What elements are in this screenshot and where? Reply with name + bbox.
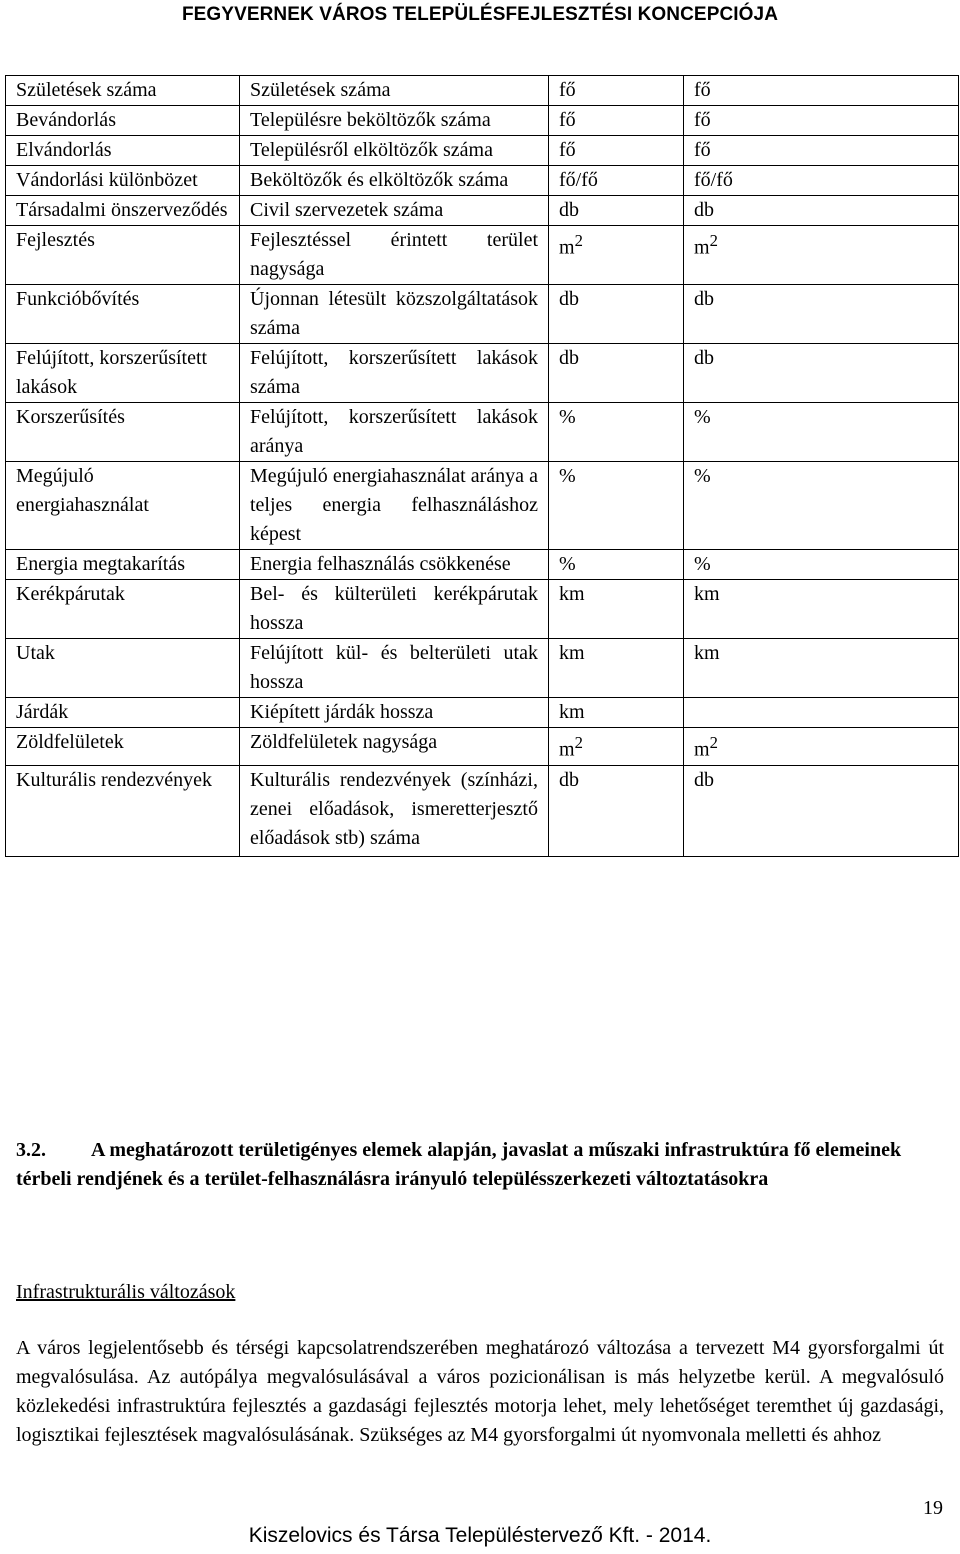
measure-cell: Felújított, korszerűsített lakások aránya xyxy=(240,403,549,462)
indicator-cell: Bevándorlás xyxy=(6,106,240,136)
indicator-cell: Járdák xyxy=(6,698,240,728)
indicator-cell: Funkcióbővítés xyxy=(6,285,240,344)
superscript-two: 2 xyxy=(709,231,718,250)
unit-cell: fő xyxy=(684,106,959,136)
unit-cell: % xyxy=(684,462,959,550)
unit-cell: db xyxy=(684,196,959,226)
unit-cell: % xyxy=(549,550,684,580)
unit-cell: db xyxy=(549,344,684,403)
unit-cell: fő/fő xyxy=(549,166,684,196)
unit-cell: km xyxy=(549,639,684,698)
section-heading xyxy=(16,1136,946,1194)
unit-cell: db xyxy=(684,285,959,344)
measure-cell: Beköltözők és elköltözők száma xyxy=(240,166,549,196)
table-row xyxy=(6,136,959,166)
unit-cell: $m^2$ xyxy=(684,728,959,766)
measure-cell: Kulturális rendezvények (színházi, zenei előadások, ismeretterjesztő előadások stb) száma xyxy=(240,765,549,856)
unit-cell: % xyxy=(549,462,684,550)
measure-cell: Újonnan létesült közszolgáltatások száma xyxy=(240,285,549,344)
unit-cell: fő xyxy=(549,76,684,106)
unit-cell: km xyxy=(549,580,684,639)
page-footer: Kiszelovics és Társa Településtervező Kft. - 2014. xyxy=(248,1524,712,1547)
table-row xyxy=(6,580,959,639)
superscript-two: 2 xyxy=(574,733,583,752)
section-number: 3.2. xyxy=(16,1139,46,1161)
unit-cell: fő xyxy=(684,136,959,166)
body-paragraph: A város legjelentősebb és térségi kapcsolatrendszerében meghatározó változása a tervezett M4 gyorsforgalmi út megvalósulása. Az autópálya megvalósulásával a város pozicionálisan is más helyzetbe kerül. A megvalósuló közlekedési infrastruktúra fejlesztés a gazdasági fejlesztés motorja lehet, mely lehetőséget teremthet új gazdasági, logisztikai fejlesztések magvalósulásának. Szükséges az M4 gyorsforgalmi út nyomvonala melletti és ahhoz xyxy=(16,1337,944,1446)
table-row xyxy=(6,765,959,856)
unit-cell xyxy=(684,698,959,728)
table-row xyxy=(6,76,959,106)
superscript-two: 2 xyxy=(709,733,718,752)
subheading: Infrastrukturális változások xyxy=(16,1281,236,1303)
unit-cell: km xyxy=(684,580,959,639)
table-row xyxy=(6,196,959,226)
table-row xyxy=(6,639,959,698)
unit-cell: fő xyxy=(684,76,959,106)
measure-cell: Kiépített járdák hossza xyxy=(240,698,549,728)
measure-cell: Felújított kül- és belterületi utak hossza xyxy=(240,639,549,698)
unit-cell: fő xyxy=(549,136,684,166)
unit-cell: db xyxy=(684,344,959,403)
measure-cell: Zöldfelületek nagysága xyxy=(240,728,549,766)
measure-cell: Településről elköltözők száma xyxy=(240,136,549,166)
table-row xyxy=(6,166,959,196)
unit-cell: km xyxy=(684,639,959,698)
unit-cell: db xyxy=(549,196,684,226)
indicator-cell: Energia megtakarítás xyxy=(6,550,240,580)
table-row xyxy=(6,462,959,550)
measure-cell: Születések száma xyxy=(240,76,549,106)
unit-cell: $m^2$ xyxy=(684,226,959,285)
unit-cell: db xyxy=(549,765,684,856)
indicator-cell: Megújuló energiahasználat xyxy=(6,462,240,550)
measure-cell: Energia felhasználás csökkenése xyxy=(240,550,549,580)
unit-cell: fő xyxy=(549,106,684,136)
table-row xyxy=(6,698,959,728)
indicator-cell: Korszerűsítés xyxy=(6,403,240,462)
unit-cell: db xyxy=(549,285,684,344)
unit-cell: % xyxy=(684,403,959,462)
indicator-cell: Vándorlási különbözet xyxy=(6,166,240,196)
table-row xyxy=(6,285,959,344)
measure-cell: Felújított, korszerűsített lakások száma xyxy=(240,344,549,403)
document-header: FEGYVERNEK VÁROS TELEPÜLÉSFEJLESZTÉSI KONCEPCIÓJA xyxy=(181,4,779,25)
indicator-cell: Születések száma xyxy=(6,76,240,106)
measure-cell: Településre beköltözők száma xyxy=(240,106,549,136)
table-row xyxy=(6,344,959,403)
measure-cell: Bel- és külterületi kerékpárutak hossza xyxy=(240,580,549,639)
unit-cell: $m^2$ xyxy=(549,226,684,285)
unit-cell: fő/fő xyxy=(684,166,959,196)
table-row xyxy=(6,728,959,766)
unit-cell: db xyxy=(684,765,959,856)
measure-cell: Civil szervezetek száma xyxy=(240,196,549,226)
indicator-cell: Kulturális rendezvények xyxy=(6,765,240,856)
unit-cell: % xyxy=(684,550,959,580)
unit-cell: km xyxy=(549,698,684,728)
section-title: A meghatározott területigényes elemek alapján, javaslat a műszaki infrastruktúra fő elemeinek térbeli rendjének és a terület-felhasználásra irányuló településszerkezeti változtatásokra xyxy=(16,1139,902,1190)
superscript-two: 2 xyxy=(574,231,583,250)
indicator-cell: Elvándorlás xyxy=(6,136,240,166)
indicator-cell: Fejlesztés xyxy=(6,226,240,285)
measure-cell: Fejlesztéssel érintett terület nagysága xyxy=(240,226,549,285)
table-row xyxy=(6,403,959,462)
indicator-cell: Felújított, korszerűsített lakások xyxy=(6,344,240,403)
table-row xyxy=(6,106,959,136)
indicator-table-body xyxy=(6,76,959,857)
indicator-cell: Zöldfelületek xyxy=(6,728,240,766)
measure-cell: Megújuló energiahasználat aránya a teljes energia felhasználáshoz képest xyxy=(240,462,549,550)
indicator-table xyxy=(5,75,959,857)
indicator-cell: Társadalmi önszerveződés xyxy=(6,196,240,226)
indicator-cell: Utak xyxy=(6,639,240,698)
indicator-cell: Kerékpárutak xyxy=(6,580,240,639)
table-row xyxy=(6,550,959,580)
unit-cell: $m^2$ xyxy=(549,728,684,766)
unit-cell: % xyxy=(549,403,684,462)
page-number: 19 xyxy=(923,1497,943,1519)
table-row xyxy=(6,226,959,285)
